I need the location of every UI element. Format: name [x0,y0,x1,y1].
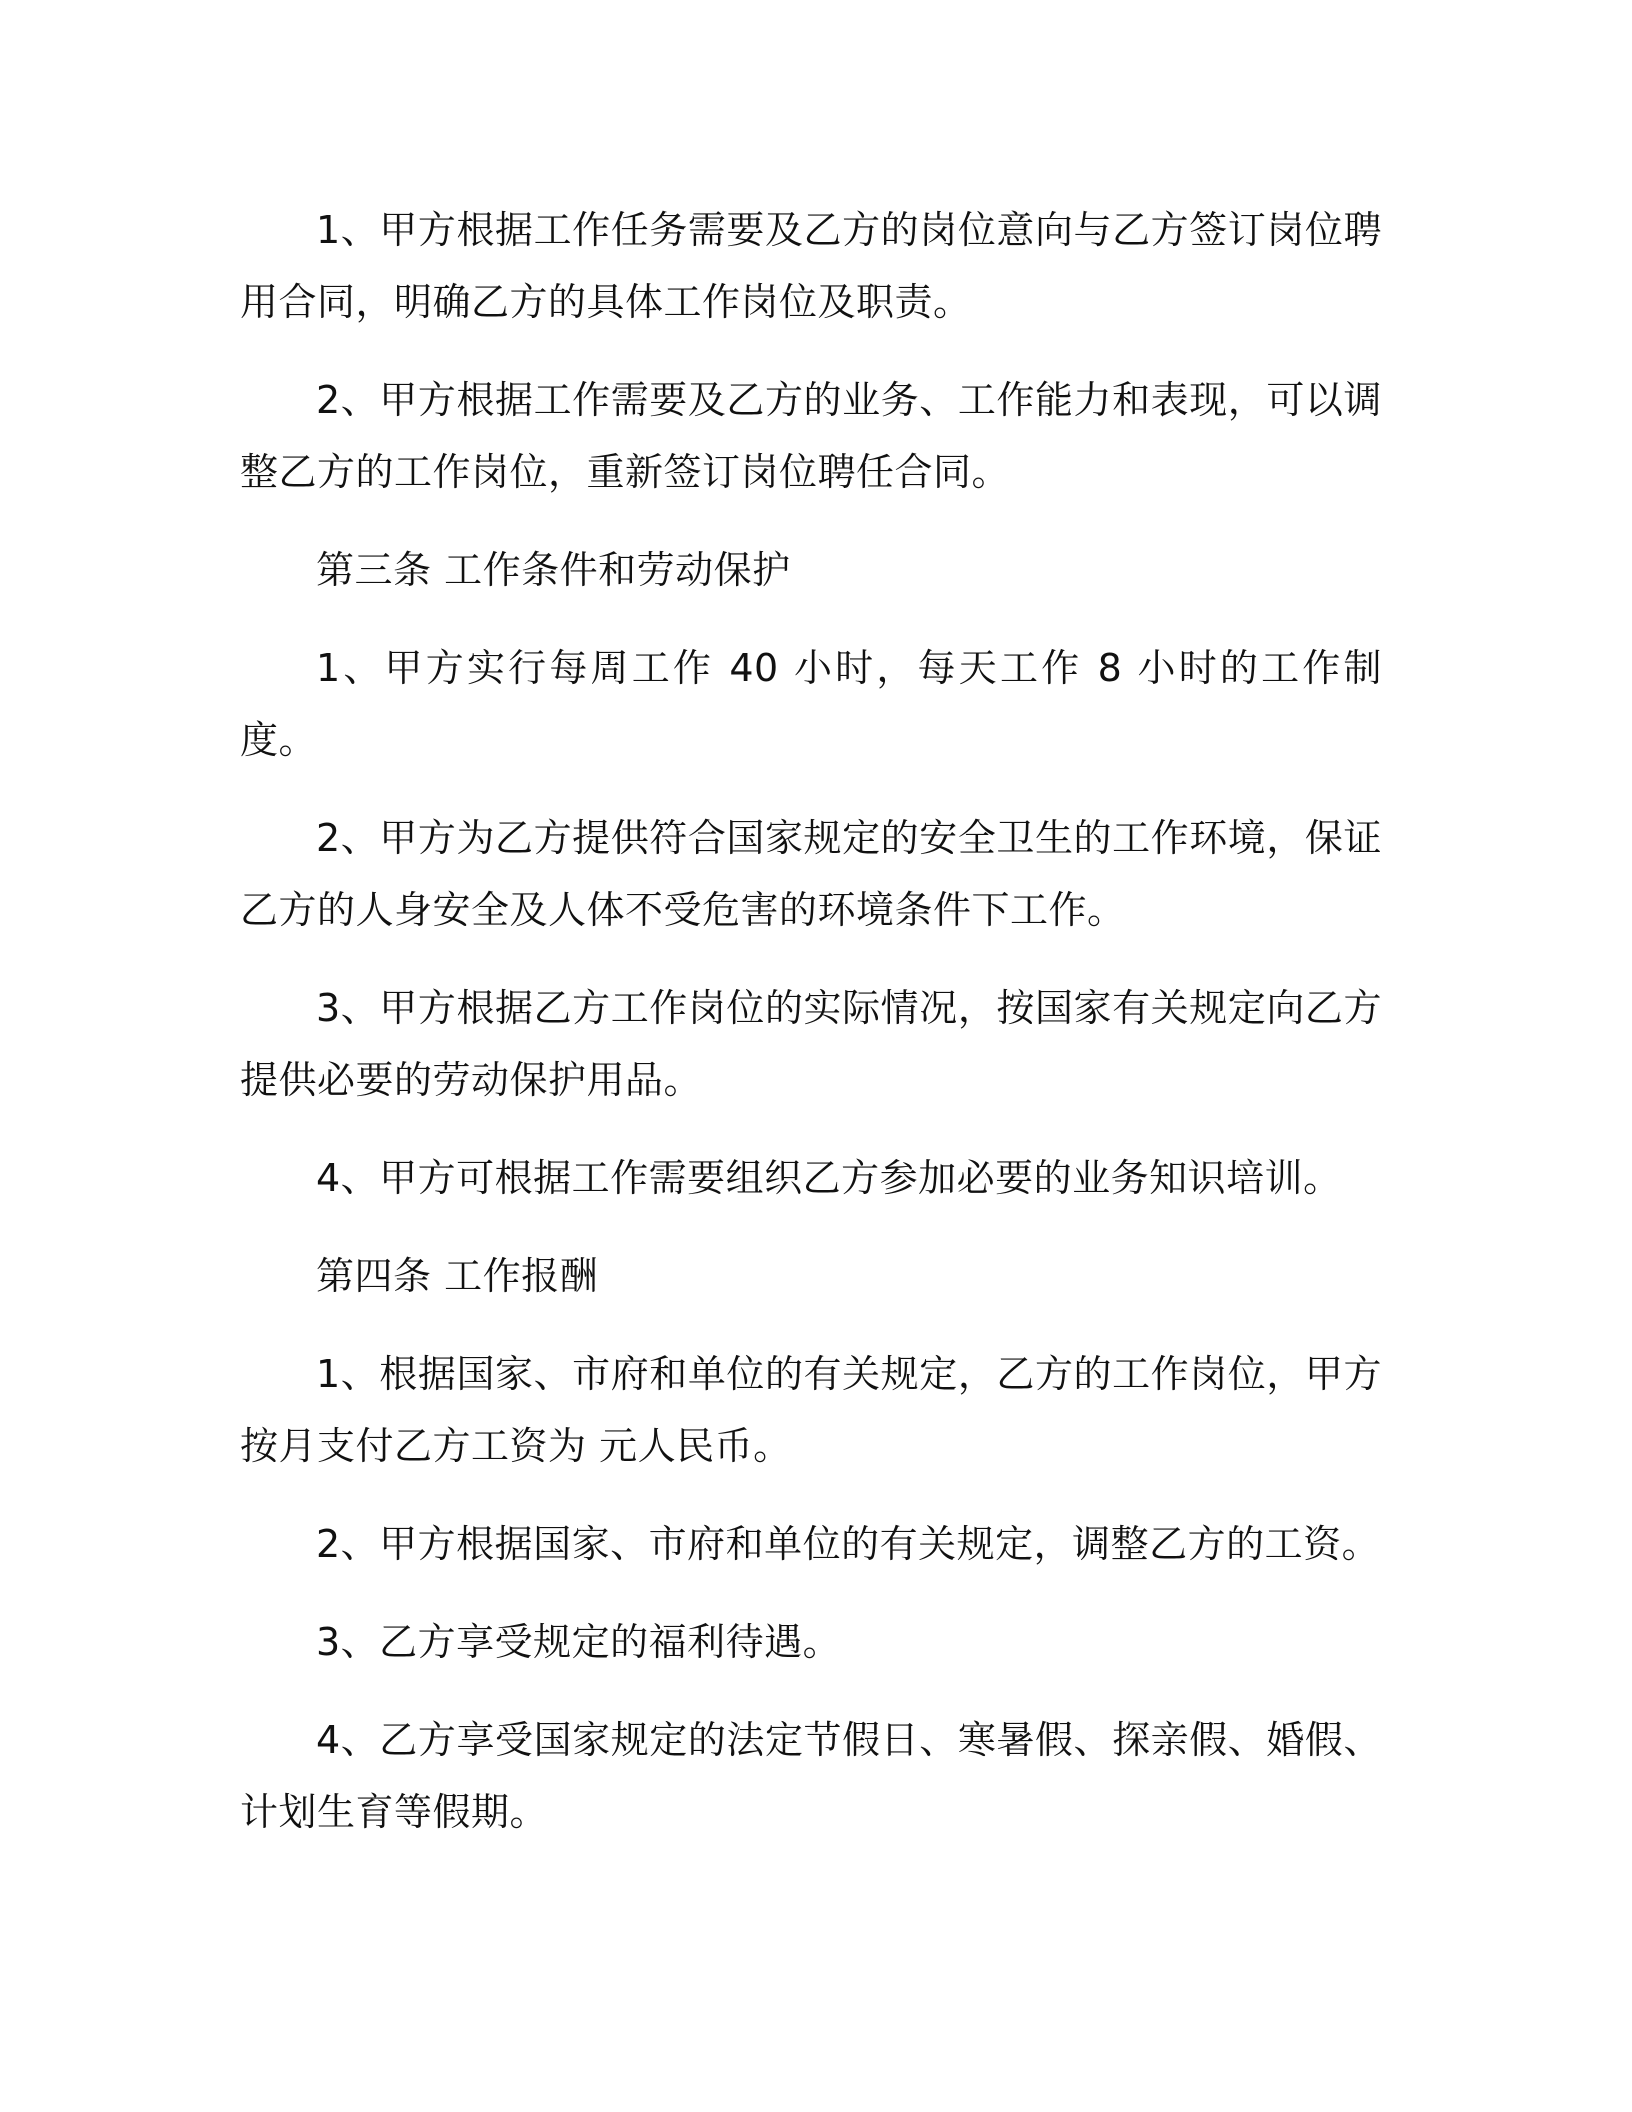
clause-4-item-3: 3、乙方享受规定的福利待遇。 [316,1620,842,1664]
clause-3-item-1: 1、甲方实行每周工作 40 小时，每天工作 8 小时的工作制度。 [240,646,1382,762]
clause-2-item-2: 2、甲方根据工作需要及乙方的业务、工作能力和表现，可以调整乙方的工作岗位，重新签订岗位聘任合同。 [240,378,1382,494]
clause-4-item-4: 4、乙方享受国家规定的法定节假日、寒暑假、探亲假、婚假、计划生育等假期。 [240,1718,1382,1834]
clause-3-item-4: 4、甲方可根据工作需要组织乙方参加必要的业务知识培训。 [316,1156,1342,1200]
clause-3-item-2: 2、甲方为乙方提供符合国家规定的安全卫生的工作环境，保证乙方的人身安全及人体不受危害的环境条件下工作。 [240,816,1382,932]
clause-4-item-1: 1、根据国家、市府和单位的有关规定，乙方的工作岗位，甲方按月支付乙方工资为 元人民币。 [240,1352,1382,1468]
clause-4-item-2: 2、甲方根据国家、市府和单位的有关规定，调整乙方的工资。 [316,1522,1381,1566]
clause-2-item-1: 1、甲方根据工作任务需要及乙方的岗位意向与乙方签订岗位聘用合同，明确乙方的具体工作岗位及职责。 [240,208,1382,324]
section-heading-article-4: 第四条 工作报酬 [316,1254,599,1298]
clause-3-item-3: 3、甲方根据乙方工作岗位的实际情况，按国家有关规定向乙方提供必要的劳动保护用品。 [240,986,1382,1102]
section-heading-article-3: 第三条 工作条件和劳动保护 [316,548,791,592]
document-page [240,194,1382,1874]
